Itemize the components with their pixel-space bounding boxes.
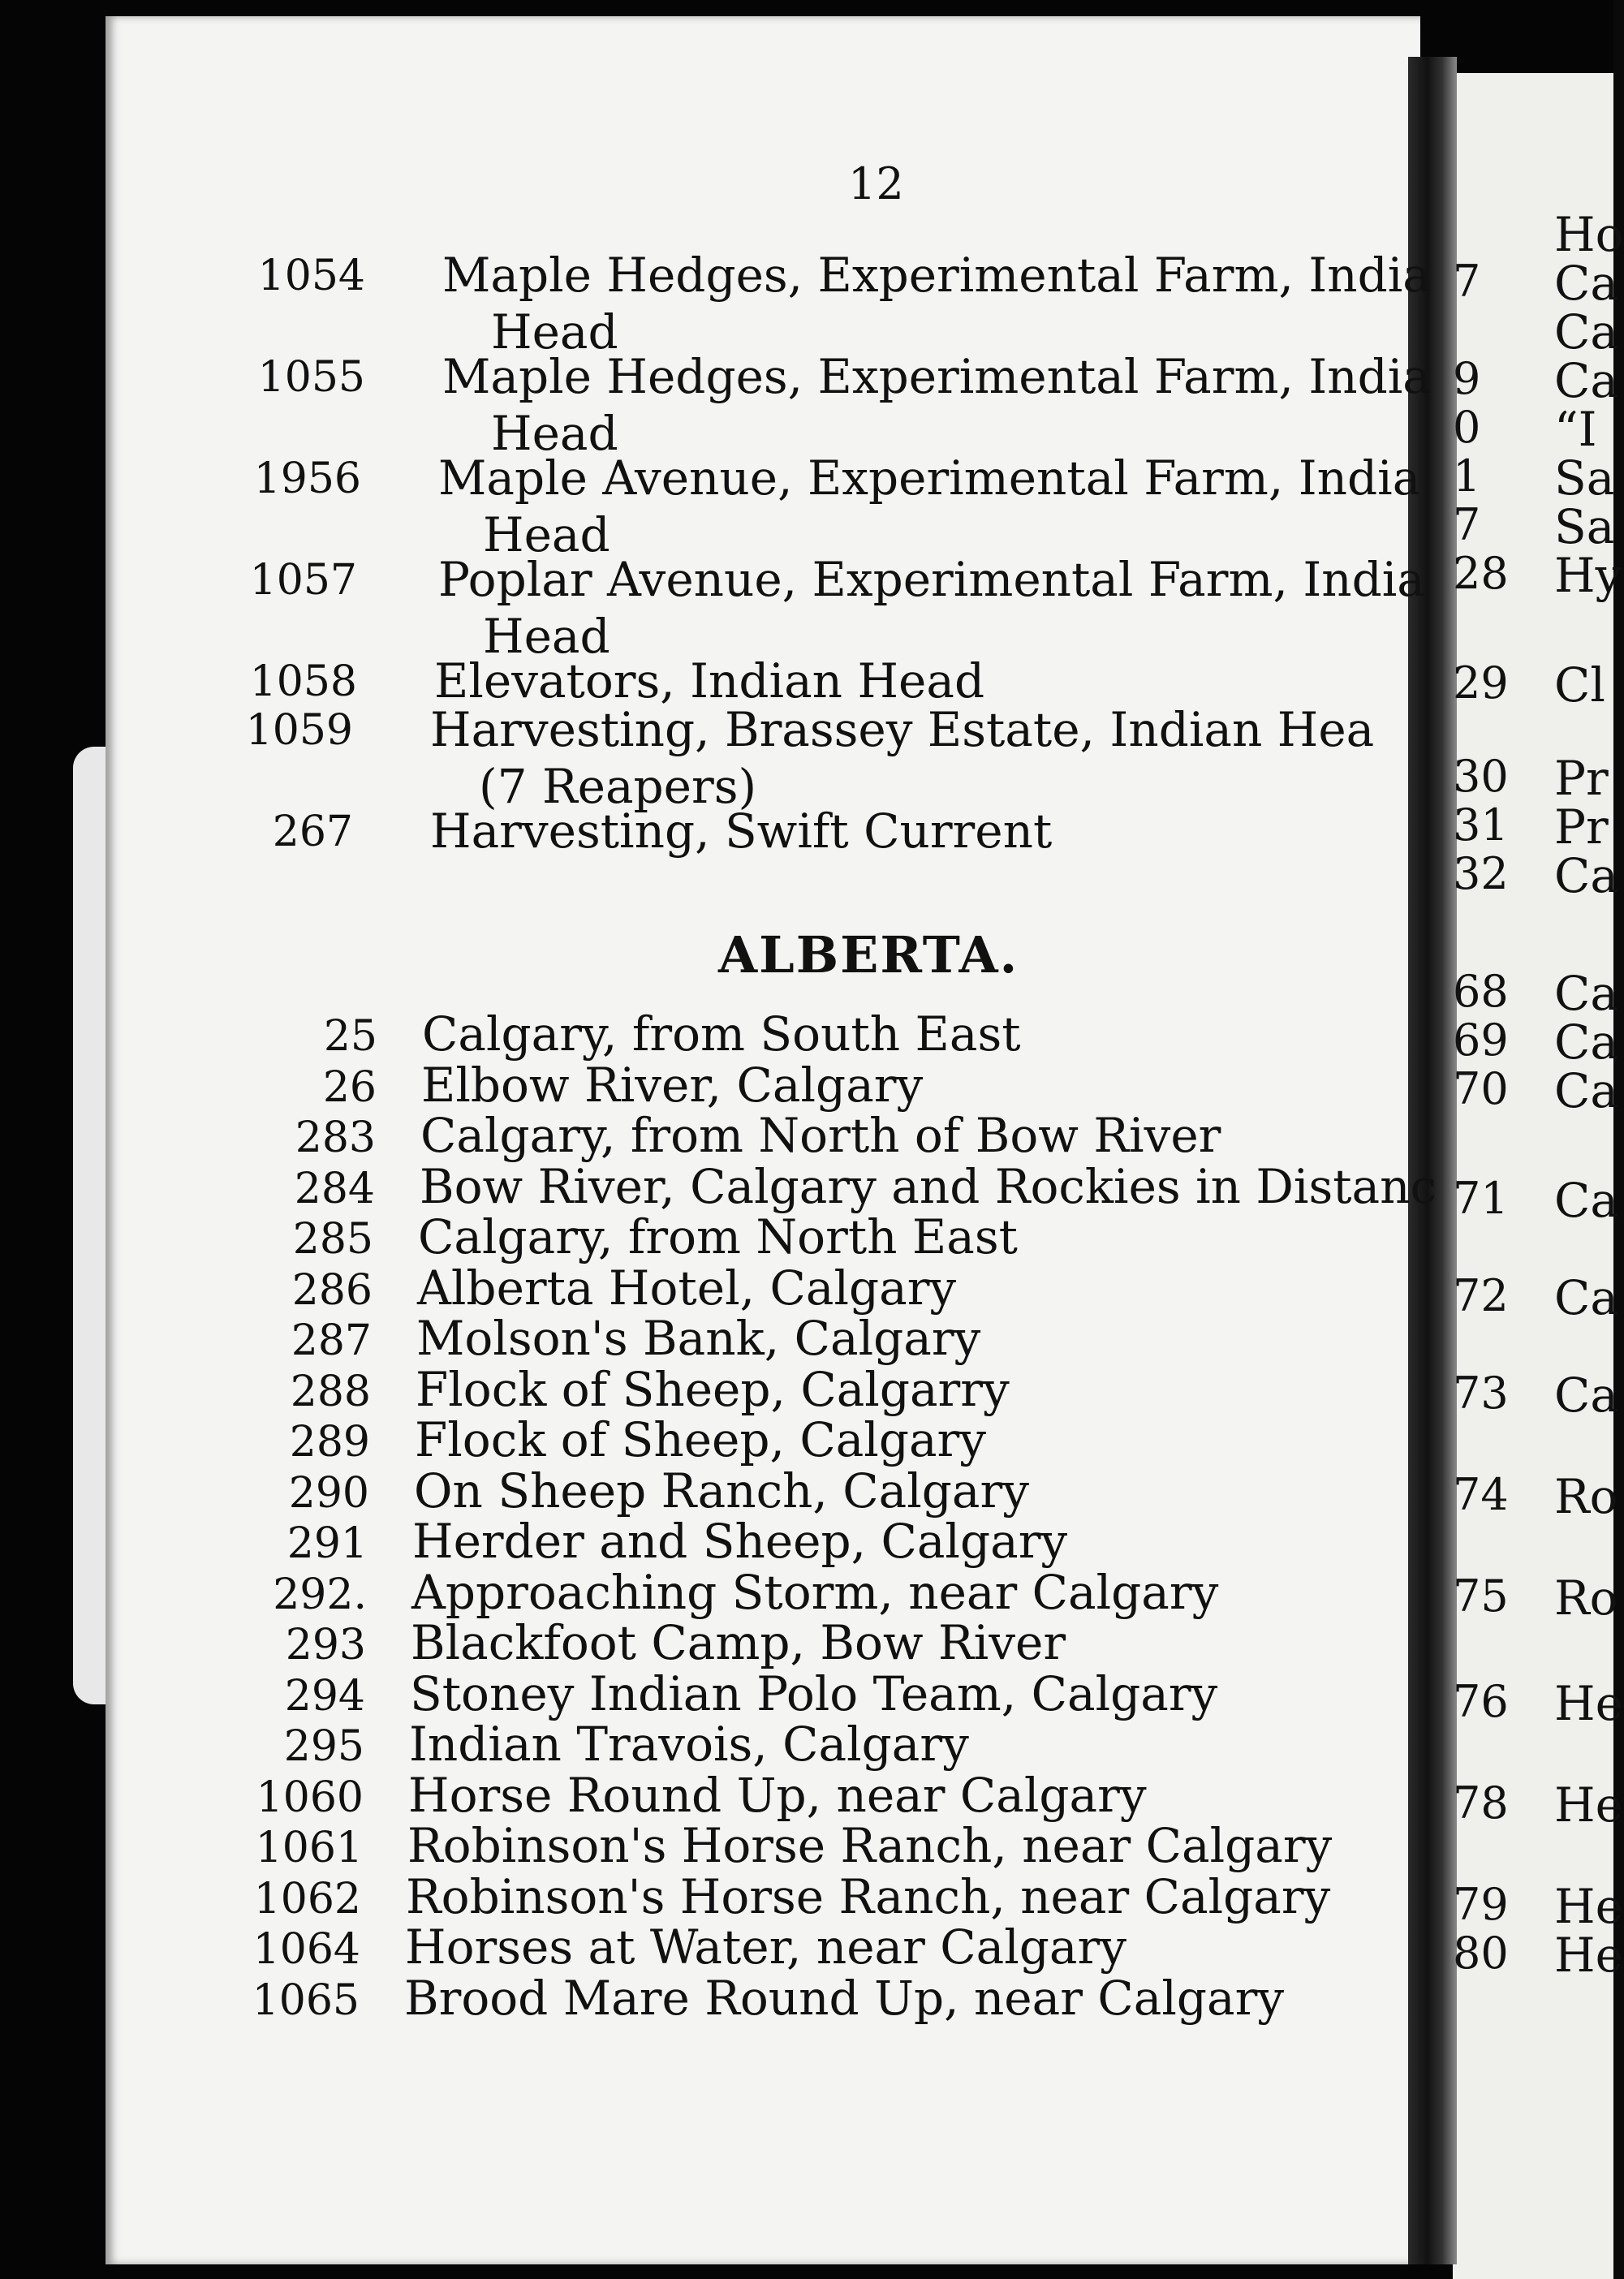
- facing-entry-title: Pr: [1554, 751, 1609, 806]
- facing-entry-title: Sa: [1554, 499, 1615, 554]
- entry-title: Maple Avenue, Experimental Farm, India: [438, 450, 1421, 506]
- facing-entry-title: He: [1554, 1777, 1623, 1833]
- facing-entry-title: Ro: [1554, 1570, 1618, 1626]
- entry-title: Herder and Sheep, Calgary: [412, 1514, 1068, 1569]
- entry-number: 291: [286, 1519, 368, 1568]
- entry-title: Stoney Indian Polo Team, Calgary: [410, 1665, 1218, 1721]
- entry-title: Horse Round Up, near Calgary: [408, 1767, 1147, 1823]
- facing-entry-title: Ca: [1554, 256, 1618, 311]
- facing-entry-title: “I: [1554, 402, 1597, 457]
- facing-entry-number: 28: [1453, 548, 1509, 599]
- facing-entry-title: Ca: [1554, 353, 1618, 408]
- entry-number: 1055: [257, 353, 365, 402]
- facing-entry-number: 32: [1453, 848, 1509, 899]
- entry-title-continuation: (7 Reapers): [479, 759, 757, 814]
- facing-entry-number: 76: [1453, 1676, 1509, 1727]
- entry-number: 288: [290, 1367, 371, 1416]
- entry-number: 283: [295, 1114, 376, 1162]
- facing-entry-title: Ca: [1554, 304, 1618, 360]
- entry-number: 286: [291, 1265, 373, 1315]
- entry-number: 287: [291, 1316, 372, 1365]
- entry-title: Harvesting, Swift Current: [430, 803, 1053, 859]
- entry-number: 1058: [249, 657, 357, 706]
- entry-number: 289: [289, 1418, 370, 1467]
- facing-entry-title: Hy: [1554, 548, 1622, 603]
- facing-entry-number: 29: [1453, 657, 1509, 709]
- entry-number: 295: [283, 1722, 364, 1771]
- entry-title-continuation: Head: [491, 406, 618, 461]
- facing-entry-number: 7: [1453, 499, 1481, 550]
- facing-entry-number: 31: [1453, 799, 1509, 851]
- entry-number: 294: [284, 1671, 365, 1721]
- entry-title-continuation: Head: [483, 507, 610, 562]
- entry-title: Brood Mare Round Up, near Calgary: [404, 1970, 1285, 2026]
- entry-number: 1956: [253, 455, 361, 503]
- facing-entry-title: Pr: [1554, 799, 1609, 855]
- facing-entry-title: Ho: [1554, 207, 1624, 262]
- facing-entry-number: 9: [1453, 353, 1481, 404]
- entry-title: Robinson's Horse Ranch, near Calgary: [407, 1818, 1333, 1873]
- entry-title: On Sheep Ranch, Calgary: [414, 1463, 1029, 1519]
- entry-number: 1061: [255, 1824, 363, 1872]
- facing-entry-number: 80: [1453, 1928, 1509, 1979]
- entry-title: Indian Travois, Calgary: [409, 1717, 969, 1772]
- facing-entry-number: 7: [1453, 256, 1481, 307]
- entry-number: 284: [294, 1164, 375, 1213]
- facing-entry-number: 73: [1453, 1368, 1509, 1419]
- entry-number: 26: [322, 1062, 377, 1112]
- entry-number: 293: [285, 1621, 366, 1669]
- entry-title: Elbow River, Calgary: [421, 1057, 924, 1113]
- page-number: 12: [848, 158, 904, 209]
- entry-title: Approaching Storm, near Calgary: [411, 1564, 1219, 1620]
- facing-entry-title: He: [1554, 1928, 1623, 1983]
- entry-number: 1065: [252, 1975, 360, 2025]
- entry-number: 267: [272, 808, 353, 856]
- facing-entry-number: 69: [1453, 1015, 1509, 1066]
- entry-title: Blackfoot Camp, Bow River: [411, 1615, 1066, 1670]
- entry-title: Calgary, from South East: [422, 1006, 1021, 1062]
- facing-entry-number: 74: [1453, 1469, 1509, 1520]
- facing-entry-number: 68: [1453, 966, 1509, 1017]
- facing-entry-title: Cl: [1554, 657, 1605, 713]
- facing-entry-number: 79: [1453, 1879, 1509, 1930]
- entry-number: 290: [288, 1468, 369, 1518]
- entry-title: Maple Hedges, Experimental Farm, India: [442, 248, 1431, 303]
- entry-title: Flock of Sheep, Calgarry: [416, 1361, 1010, 1417]
- entry-number: 1054: [257, 252, 365, 300]
- entry-number: 1064: [252, 1925, 360, 1974]
- entry-number: 1062: [253, 1874, 361, 1924]
- facing-entry-title: He: [1554, 1676, 1623, 1731]
- facing-entry-title: Ca: [1554, 1173, 1618, 1228]
- facing-entry-title: Ro: [1554, 1469, 1618, 1524]
- entry-number: 1057: [249, 556, 357, 605]
- facing-entry-title: Ca: [1554, 1368, 1618, 1423]
- entry-title: Calgary, from North of Bow River: [420, 1108, 1221, 1163]
- facing-entry-number: 1: [1453, 450, 1481, 502]
- facing-page-fragments: [1412, 0, 1624, 2279]
- facing-entry-title: Ca: [1554, 1270, 1618, 1325]
- facing-entry-title: Ca: [1554, 1015, 1618, 1070]
- facing-entry-number: 30: [1453, 751, 1509, 802]
- facing-entry-number: 78: [1453, 1777, 1509, 1829]
- entry-title: Poplar Avenue, Experimental Farm, India: [438, 552, 1425, 607]
- entry-title: Calgary, from North East: [418, 1209, 1018, 1264]
- facing-entry-title: Sa: [1554, 450, 1615, 506]
- entry-title: Robinson's Horse Ranch, near Calgary: [406, 1868, 1331, 1924]
- entry-number: 1059: [245, 706, 353, 755]
- entry-title-continuation: Head: [491, 304, 618, 360]
- entry-title: Harvesting, Brassey Estate, Indian Hea: [430, 702, 1375, 757]
- facing-entry-number: 71: [1453, 1173, 1509, 1224]
- entry-title: Elevators, Indian Head: [434, 653, 985, 709]
- facing-entry-title: Ca: [1554, 966, 1618, 1021]
- entry-number: 1060: [256, 1773, 364, 1822]
- entry-number: 285: [292, 1215, 373, 1264]
- entry-title: Horses at Water, near Calgary: [405, 1919, 1126, 1975]
- facing-entry-title: Ca: [1554, 1063, 1618, 1118]
- facing-entry-number: 70: [1453, 1063, 1509, 1114]
- entry-title-continuation: Head: [483, 609, 610, 664]
- facing-entry-number: 75: [1453, 1570, 1509, 1622]
- entry-number: 25: [323, 1012, 377, 1061]
- entry-title: Molson's Bank, Calgary: [416, 1311, 981, 1366]
- facing-entry-number: 0: [1453, 402, 1481, 453]
- section-heading: ALBERTA.: [718, 925, 1019, 984]
- entry-title: Flock of Sheep, Calgary: [415, 1412, 987, 1467]
- facing-entry-title: Ca: [1554, 848, 1618, 903]
- facing-entry-number: 72: [1453, 1270, 1509, 1321]
- facing-entry-title: He: [1554, 1879, 1623, 1934]
- entry-title: Maple Hedges, Experimental Farm, India: [442, 349, 1431, 404]
- entry-number: 292.: [273, 1570, 367, 1619]
- entry-title: Alberta Hotel, Calgary: [417, 1260, 957, 1316]
- entry-title: Bow River, Calgary and Rockies in Distanc: [420, 1158, 1437, 1214]
